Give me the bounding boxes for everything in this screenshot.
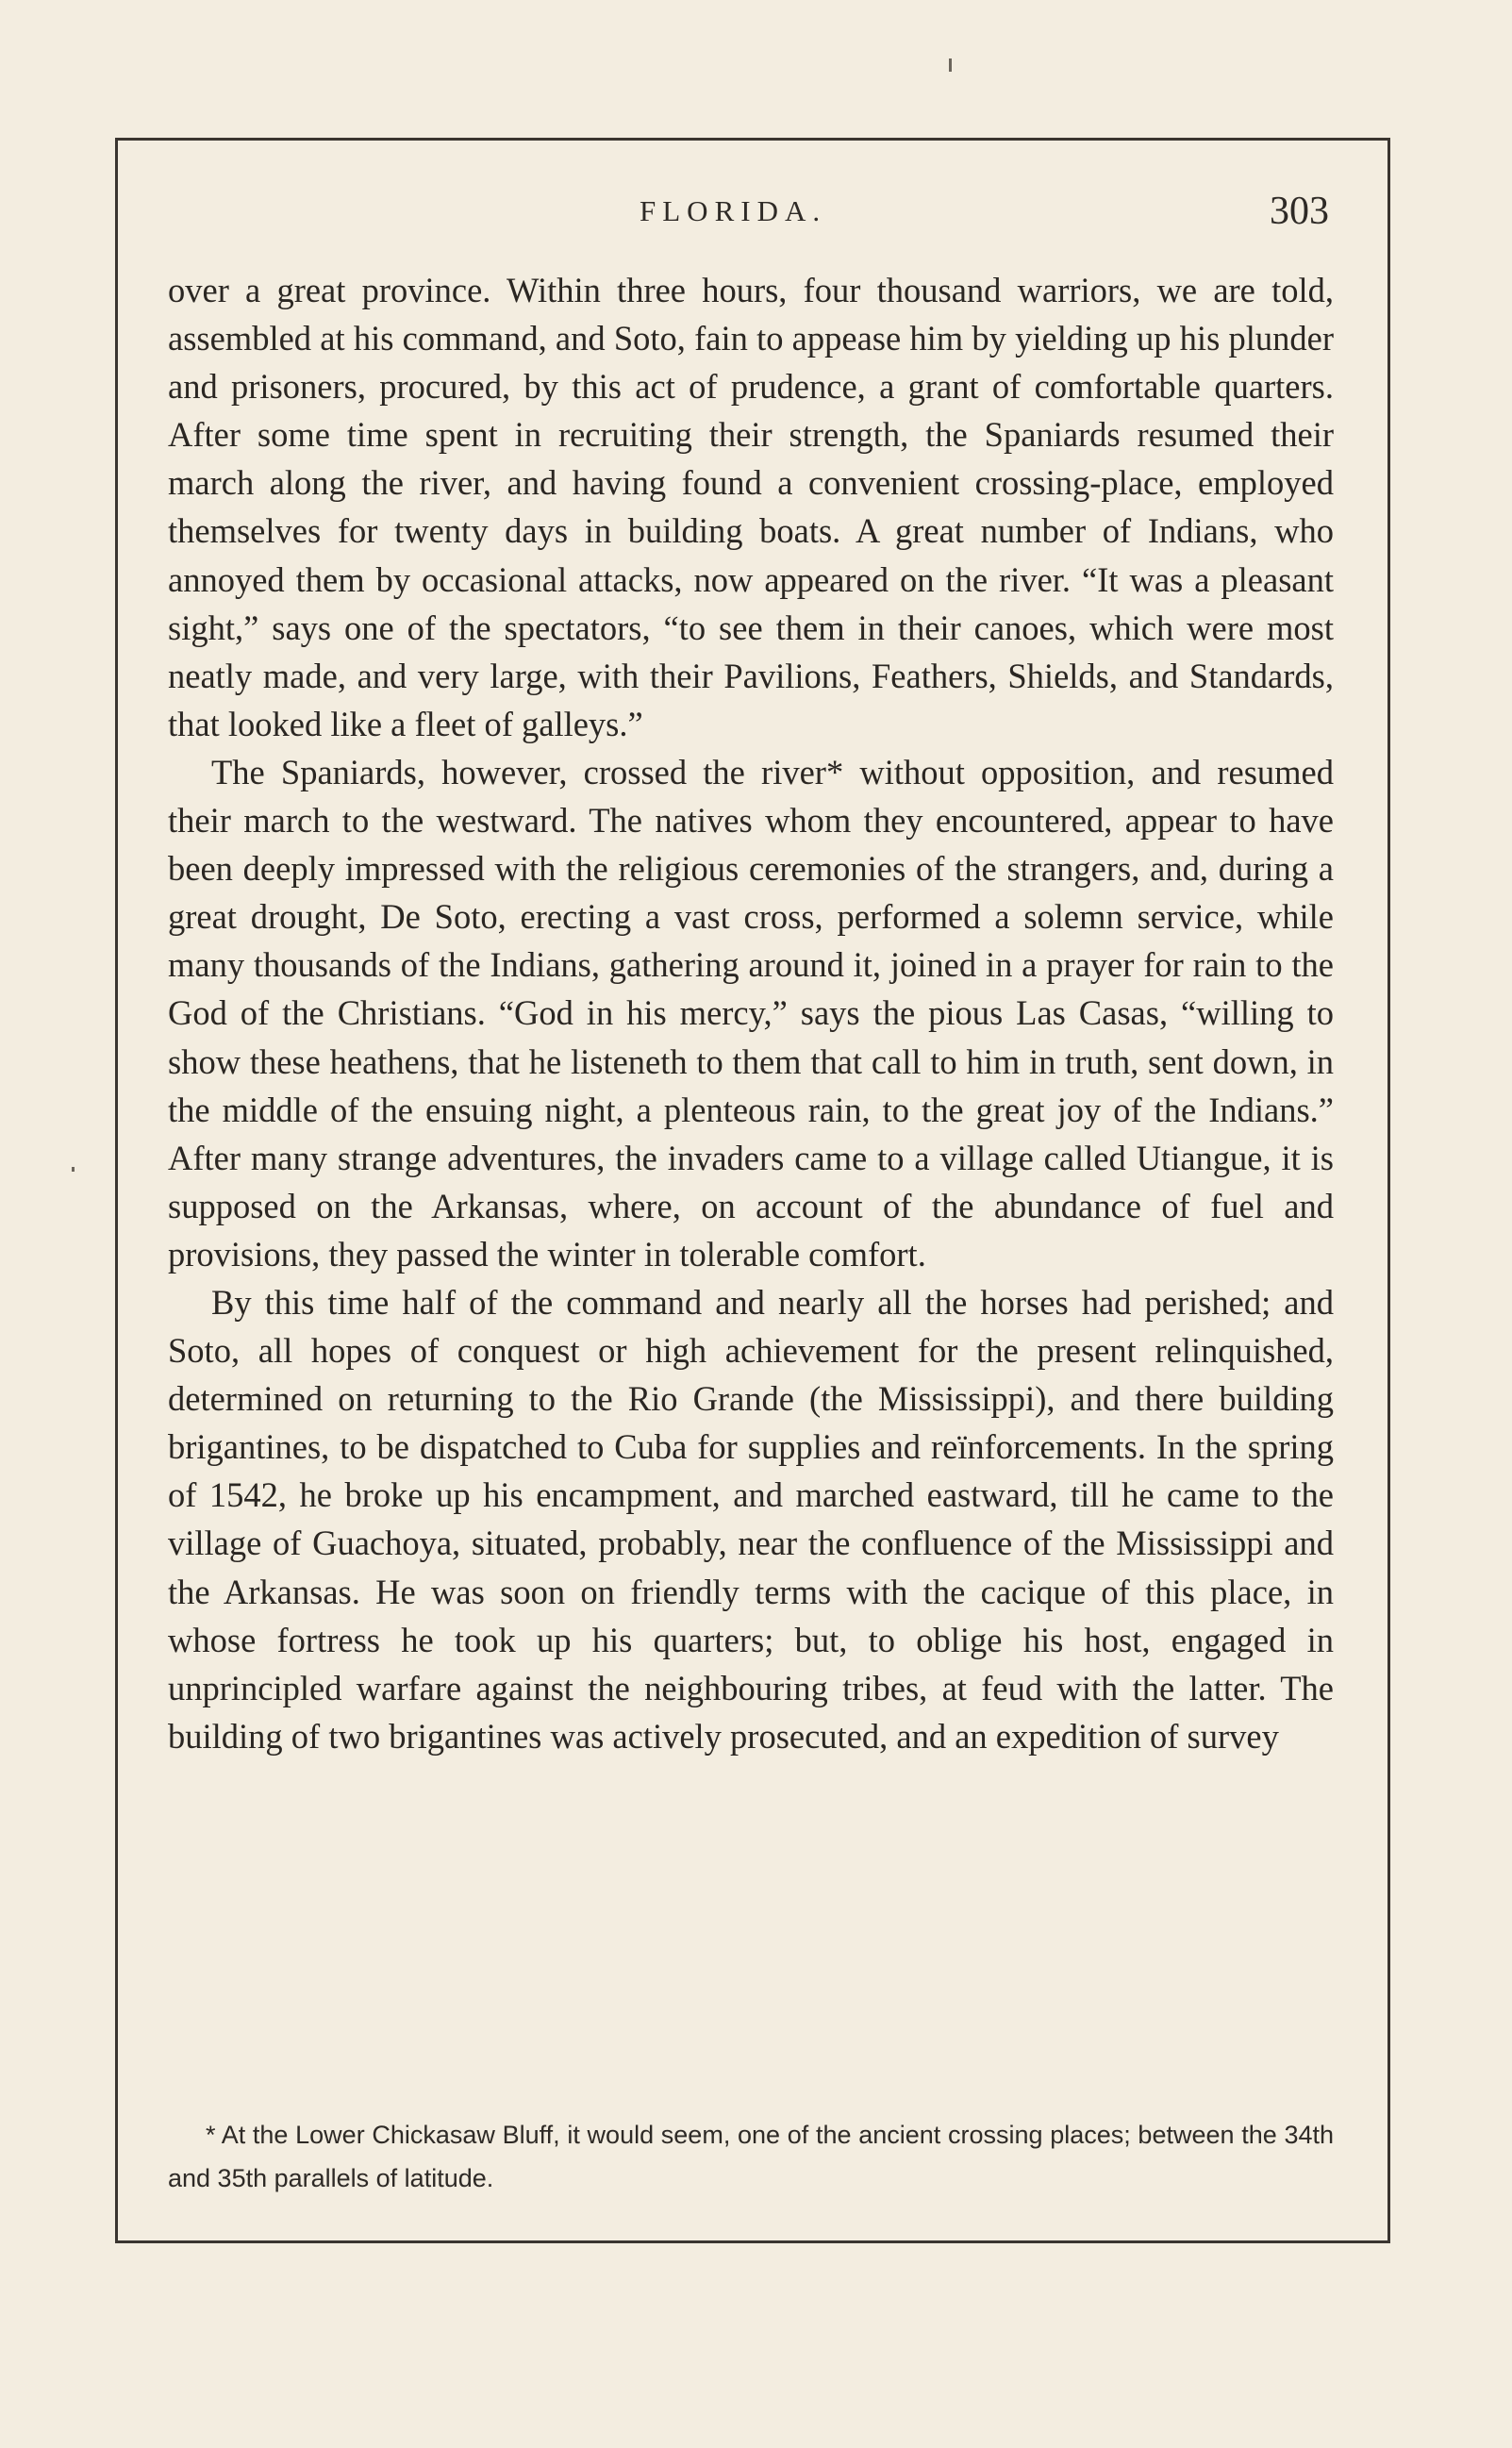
- paragraph-1: over a great province. Within three hours, four thousand warriors, we are told, assembled at his command, and Soto, fain to appease him by yielding up his plunder and prisoners, procured, by this act of prudence, a grant of comfortable quarters. After some time spent in recruiting their strength, the Spaniards resumed their march along the river, and having found a convenient crossing-place, employed themselves for twenty days in building boats. A great number of Indians, who annoyed them by occasional attacks, now appeared on the river. “It was a pleasant sight,” says one of the spectators, “to see them in their canoes, which were most neatly made, and very large, with their Pavilions, Feathers, Shields, and Standards, that looked like a fleet of galleys.”: [168, 271, 1334, 743]
- paragraph-2: The Spaniards, however, crossed the river* without opposition, and resumed their march to the westward. The natives whom they encountered, appear to have been deeply impressed with the religious ceremonies of the strangers, and, during a great drought, De Soto, erecting a vast cross, performed a solemn service, while many thousands of the Indians, gathering around it, joined in a prayer for rain to the God of the Christians. “God in his mercy,” says the pious Las Casas, “willing to show these heathens, that he listeneth to them that call to him in truth, sent down, in the middle of the ensuing night, a plenteous rain, to the great joy of the Indians.” After many strange adventures, the invaders came to a village called Utiangue, it is supposed on the Arkansas, where, on account of the abundance of fuel and provisions, they passed the winter in tolerable comfort.: [168, 752, 1334, 1274]
- footnote: * At the Lower Chickasaw Bluff, it would seem, one of the ancient crossing places; between the 34th and 35th parallels of latitude.: [168, 2121, 1334, 2192]
- page-number: 303: [1270, 190, 1329, 233]
- running-title: FLORIDA.: [640, 194, 827, 227]
- running-head: [0, 189, 1512, 245]
- paper-speck: [949, 58, 952, 72]
- paragraph-3: By this time half of the command and nearly all the horses had perished; and Soto, all hopes of conquest or high achievement for the present relinquished, determined on returning to the Rio Grande (the Mississippi), and there building brigantines, to be dispatched to Cuba for supplies and reïnforcements. In the spring of 1542, he broke up his encampment, and marched eastward, till he came to the village of Guachoya, situated, probably, near the confluence of the Mississippi and the Arkansas. He was soon on friendly terms with the cacique of this place, in whose fortress he took up his quarters; but, to oblige his host, engaged in unprincipled warfare against the neighbouring tribes, at feud with the latter. The building of two brigantines was actively prosecuted, and an expedition of survey: [168, 1282, 1334, 1756]
- paper-speck: [72, 1167, 75, 1172]
- body-text: [168, 266, 1334, 1760]
